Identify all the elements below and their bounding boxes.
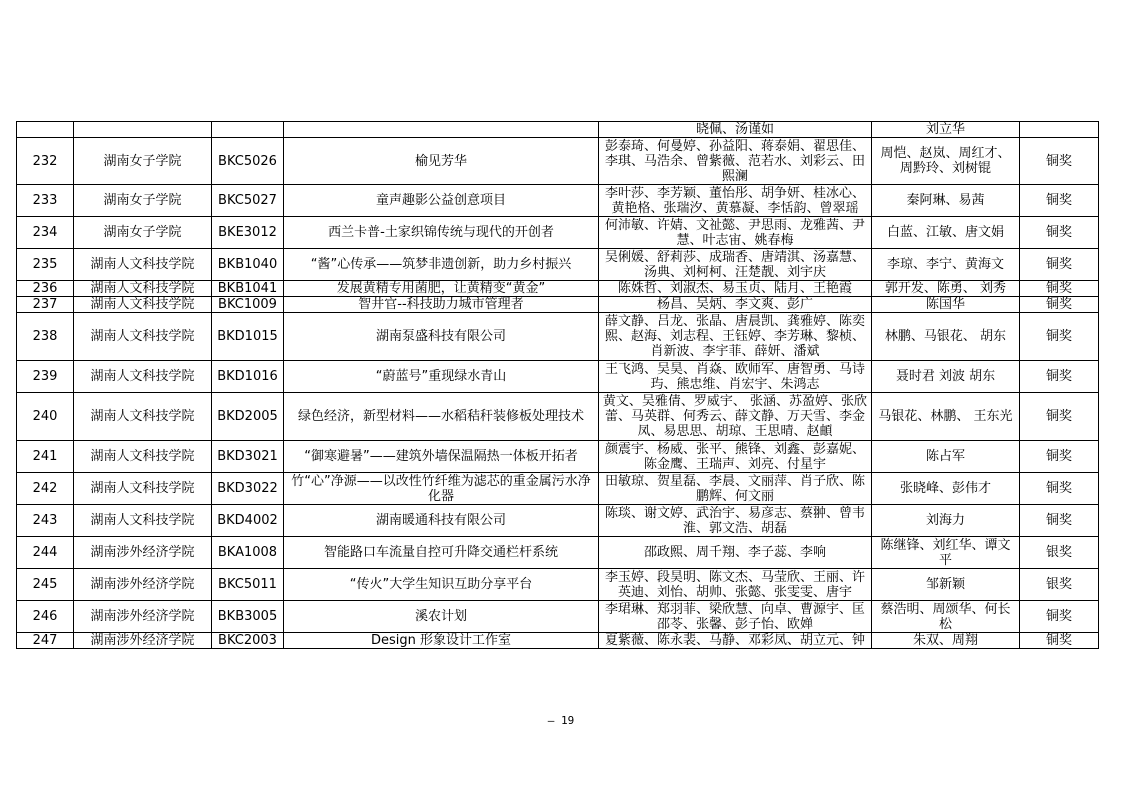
- cell-advisors: 周恺、赵岚、周红才、周黔玲、刘树锟: [872, 138, 1020, 185]
- table-row: [17, 185, 1099, 217]
- cell-no: 232: [17, 138, 74, 185]
- table-row: [17, 297, 1099, 313]
- cell-school: 湖南人文科技学院: [74, 361, 212, 393]
- cell-members: 夏紫薇、陈永裴、马静、邓彩凤、胡立元、钟: [599, 633, 872, 649]
- cell-no: 244: [17, 537, 74, 569]
- cell-members: 邵政熙、周千翔、李子蕊、李响: [599, 537, 872, 569]
- cell-code: BKD1016: [212, 361, 284, 393]
- cell-advisors: 林鹏、马银花、 胡东: [872, 313, 1020, 361]
- cell-school: 湖南人文科技学院: [74, 505, 212, 537]
- cell-code: BKD1015: [212, 313, 284, 361]
- cell-members: 李叶莎、李芳颖、董怡彤、胡争妍、桂冰心、黄艳格、张瑞汐、黄慕凝、李恬韵、曾翠瑶: [599, 185, 872, 217]
- cell-project: [284, 122, 599, 138]
- cell-award: 铜奖: [1020, 601, 1099, 633]
- cell-code: BKD4002: [212, 505, 284, 537]
- cell-advisors: 陈国华: [872, 297, 1020, 313]
- cell-project: 湖南泵盛科技有限公司: [284, 313, 599, 361]
- cell-award: 铜奖: [1020, 313, 1099, 361]
- table-row: [17, 393, 1099, 441]
- cell-project: “御寒避暑”——建筑外墙保温隔热一体板开拓者: [284, 441, 599, 473]
- cell-members: 陈琰、谢文婷、武治宇、易彦志、蔡翀、曾韦淮、郭文浩、胡磊: [599, 505, 872, 537]
- cell-award: 铜奖: [1020, 393, 1099, 441]
- page-number: — 19: [547, 714, 575, 727]
- cell-no: 243: [17, 505, 74, 537]
- cell-school: 湖南人文科技学院: [74, 473, 212, 505]
- cell-project: Design 形象设计工作室: [284, 633, 599, 649]
- cell-no: 237: [17, 297, 74, 313]
- cell-award: 银奖: [1020, 569, 1099, 601]
- cell-advisors: 邹新颖: [872, 569, 1020, 601]
- table-row: [17, 281, 1099, 297]
- cell-members: 田敏琼、贺星磊、李晨、文丽萍、肖子欣、陈鹏辉、何文丽: [599, 473, 872, 505]
- cell-project: 童声趣影公益创意项目: [284, 185, 599, 217]
- cell-award: 铜奖: [1020, 138, 1099, 185]
- cell-project: 智井官--科技助力城市管理者: [284, 297, 599, 313]
- cell-code: BKC5011: [212, 569, 284, 601]
- cell-award: 铜奖: [1020, 217, 1099, 249]
- table-row: [17, 473, 1099, 505]
- cell-code: BKA1008: [212, 537, 284, 569]
- cell-advisors: 李琼、李宁、黄海文: [872, 249, 1020, 281]
- cell-members: 颜震宇、杨威、张平、熊锋、刘鑫、彭嘉妮、陈金鹰、王瑞声、刘亮、付星宇: [599, 441, 872, 473]
- table-row: [17, 633, 1099, 649]
- cell-code: BKC2003: [212, 633, 284, 649]
- table-row: [17, 138, 1099, 185]
- cell-school: 湖南女子学院: [74, 185, 212, 217]
- cell-no: [17, 122, 74, 138]
- cell-advisors: 秦阿琳、易茜: [872, 185, 1020, 217]
- cell-no: 242: [17, 473, 74, 505]
- cell-school: 湖南女子学院: [74, 217, 212, 249]
- cell-no: 234: [17, 217, 74, 249]
- cell-project: 湖南暖通科技有限公司: [284, 505, 599, 537]
- cell-code: BKE3012: [212, 217, 284, 249]
- cell-code: BKD3021: [212, 441, 284, 473]
- cell-school: [74, 122, 212, 138]
- cell-code: BKB1040: [212, 249, 284, 281]
- cell-members: 何沛敏、许婧、文祉懿、尹思雨、龙雅茜、尹慧、叶志宙、姚春梅: [599, 217, 872, 249]
- cell-school: 湖南人文科技学院: [74, 313, 212, 361]
- cell-school: 湖南人文科技学院: [74, 297, 212, 313]
- cell-advisors: 聂时君 刘波 胡东: [872, 361, 1020, 393]
- cell-advisors: 刘立华: [872, 122, 1020, 138]
- cell-school: 湖南涉外经济学院: [74, 569, 212, 601]
- cell-school: 湖南人文科技学院: [74, 393, 212, 441]
- cell-project: 溪农计划: [284, 601, 599, 633]
- cell-award: 铜奖: [1020, 441, 1099, 473]
- table-row-fragment: [17, 122, 1099, 138]
- cell-project: “蔚蓝号”重现绿水青山: [284, 361, 599, 393]
- cell-members: 晓佩、汤谨如: [599, 122, 872, 138]
- cell-school: 湖南人文科技学院: [74, 249, 212, 281]
- cell-award: 银奖: [1020, 537, 1099, 569]
- cell-award: 铜奖: [1020, 361, 1099, 393]
- cell-project: 西兰卡普-土家织锦传统与现代的开创者: [284, 217, 599, 249]
- cell-no: 238: [17, 313, 74, 361]
- cell-project: 绿色经济，新型材料——水稻秸秆装修板处理技术: [284, 393, 599, 441]
- cell-school: 湖南人文科技学院: [74, 441, 212, 473]
- cell-code: BKC5026: [212, 138, 284, 185]
- cell-project: “传火”大学生知识互助分享平台: [284, 569, 599, 601]
- cell-award: 铜奖: [1020, 297, 1099, 313]
- cell-code: BKD3022: [212, 473, 284, 505]
- cell-no: 240: [17, 393, 74, 441]
- cell-school: 湖南女子学院: [74, 138, 212, 185]
- cell-members: 黄文、吴雅倩、罗威宇、 张涵、苏盈婷、张欣蕾、马英群、何秀云、薛文静、万天雪、李金凤、易思思、胡琼、王思晴、赵頔: [599, 393, 872, 441]
- cell-no: 245: [17, 569, 74, 601]
- cell-advisors: 蔡浩明、周颂华、何长松: [872, 601, 1020, 633]
- cell-award: [1020, 122, 1099, 138]
- cell-code: BKB1041: [212, 281, 284, 297]
- table-row: [17, 361, 1099, 393]
- cell-award: 铜奖: [1020, 505, 1099, 537]
- cell-no: 233: [17, 185, 74, 217]
- table-row: [17, 249, 1099, 281]
- table-row: [17, 569, 1099, 601]
- cell-code: [212, 122, 284, 138]
- table-row: [17, 505, 1099, 537]
- cell-code: BKC5027: [212, 185, 284, 217]
- cell-no: 241: [17, 441, 74, 473]
- cell-advisors: 白蓝、江敏、唐文娟: [872, 217, 1020, 249]
- cell-members: 吴俐媛、舒莉莎、成瑞香、唐靖淇、汤嘉慧、汤典、刘柯柯、汪楚靓、刘宇庆: [599, 249, 872, 281]
- cell-project: “酱”心传承——筑梦非遗创新，助力乡村振兴: [284, 249, 599, 281]
- cell-award: 铜奖: [1020, 281, 1099, 297]
- cell-no: 246: [17, 601, 74, 633]
- cell-members: 王飞鸿、吴昊、肖焱、欧师军、唐智勇、马诗玙、熊忠维、肖宏宇、朱鸿志: [599, 361, 872, 393]
- cell-project: 竹“心”净源——以改性竹纤维为滤芯的重金属污水净化器: [284, 473, 599, 505]
- table-row: [17, 313, 1099, 361]
- cell-members: 陈姝哲、刘淑杰、易玉贞、陆月、王艳霞: [599, 281, 872, 297]
- cell-no: 239: [17, 361, 74, 393]
- cell-no: 235: [17, 249, 74, 281]
- cell-code: BKD2005: [212, 393, 284, 441]
- table-row: [17, 441, 1099, 473]
- cell-members: 薛文静、吕龙、张晶、唐晨凯、龚雅婷、陈奕熙、赵海、刘志程、王钰婷、李芳琳、黎桢、肖新波、李宇菲、薛妍、潘斌: [599, 313, 872, 361]
- cell-members: 李珺琳、郑羽菲、梁欣慧、向卓、曹源宇、匡邵苓、张馨、彭子怡、欧婵: [599, 601, 872, 633]
- cell-advisors: 陈继锋、刘红华、谭文平: [872, 537, 1020, 569]
- cell-members: 杨昌、吴炳、李文爽、彭广: [599, 297, 872, 313]
- cell-advisors: 郭开发、陈勇、 刘秀: [872, 281, 1020, 297]
- cell-advisors: 马银花、林鹏、 王东光: [872, 393, 1020, 441]
- cell-project: 发展黄精专用菌肥，让黄精变“黄金”: [284, 281, 599, 297]
- cell-award: 铜奖: [1020, 185, 1099, 217]
- cell-award: 铜奖: [1020, 473, 1099, 505]
- cell-project: 智能路口车流量自控可升降交通栏杆系统: [284, 537, 599, 569]
- cell-school: 湖南涉外经济学院: [74, 633, 212, 649]
- cell-advisors: 朱双、周翔: [872, 633, 1020, 649]
- cell-award: 铜奖: [1020, 249, 1099, 281]
- cell-no: 236: [17, 281, 74, 297]
- cell-school: 湖南涉外经济学院: [74, 601, 212, 633]
- cell-no: 247: [17, 633, 74, 649]
- cell-project: 榆见芳华: [284, 138, 599, 185]
- table-row: [17, 601, 1099, 633]
- cell-members: 彭泰琦、何曼婷、孙益阳、蒋泰娟、翟思佳、李琪、马浩余、曾紫薇、范若水、刘彩云、田熙澜: [599, 138, 872, 185]
- cell-advisors: 刘海力: [872, 505, 1020, 537]
- table-row: [17, 537, 1099, 569]
- table-row: [17, 217, 1099, 249]
- cell-code: BKC1009: [212, 297, 284, 313]
- cell-code: BKB3005: [212, 601, 284, 633]
- cell-school: 湖南涉外经济学院: [74, 537, 212, 569]
- cell-members: 李玉婷、段昊明、陈文杰、马莹欣、王丽、许英迪、刘怡、胡帅、张懿、张雯雯、唐宇: [599, 569, 872, 601]
- cell-advisors: 陈占军: [872, 441, 1020, 473]
- cell-school: 湖南人文科技学院: [74, 281, 212, 297]
- cell-award: 铜奖: [1020, 633, 1099, 649]
- cell-advisors: 张晓峰、彭伟才: [872, 473, 1020, 505]
- awards-table: [16, 121, 1099, 649]
